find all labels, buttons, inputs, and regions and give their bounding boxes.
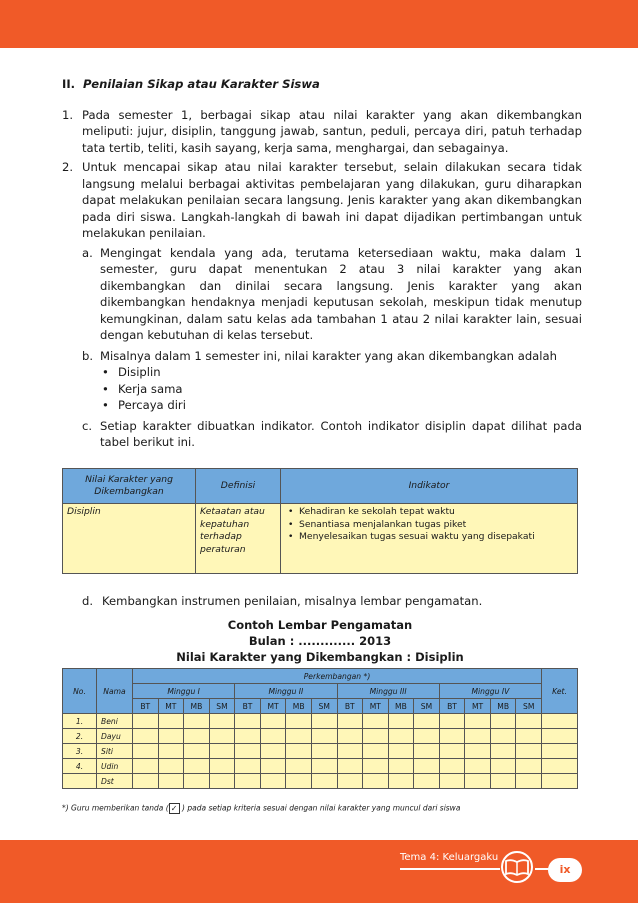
subitem-text: Kembangkan instrumen penilaian, misalnya lembar pengamatan.	[102, 594, 483, 608]
subitem-letter: d.	[82, 594, 94, 608]
row-number: 3.	[63, 744, 97, 759]
criteria-header: MT	[158, 699, 184, 714]
check-cell[interactable]	[363, 729, 389, 744]
main-content	[62, 76, 582, 451]
indicator-item: • Senantiasa menjalankan tugas piket	[299, 519, 573, 532]
footnote-prefix: *) Guru memberikan tanda (	[62, 803, 169, 813]
check-cell[interactable]	[414, 729, 440, 744]
table-row	[63, 774, 578, 789]
check-cell[interactable]	[311, 774, 337, 789]
footer-divider	[400, 868, 500, 870]
check-cell[interactable]	[490, 729, 516, 744]
subitem-b	[62, 348, 582, 365]
header-nilai: Nilai Karakter yang Dikembangkan	[63, 469, 196, 504]
check-cell[interactable]	[133, 774, 159, 789]
check-cell[interactable]	[209, 744, 235, 759]
paragraph-number: 2.	[62, 160, 74, 174]
check-cell[interactable]	[363, 744, 389, 759]
criteria-header: BT	[439, 699, 465, 714]
criteria-header: MB	[286, 699, 312, 714]
ket-cell[interactable]	[542, 729, 578, 744]
table-row	[63, 729, 578, 744]
book-icon	[496, 850, 538, 884]
check-cell[interactable]	[235, 729, 261, 744]
row-name: Dst	[97, 774, 133, 789]
subitem-text: Mengingat kendala yang ada, terutama ketersediaan waktu, maka dalam 1 semester, guru dapat menentukan 2 atau 3 nilai karakter yang akan dikembangkan dan dinilai secara langsung. Jenis karakter yang akan dikembangkan hendaknya menjadi keputusan sekolah, meskipun tidak menutup kemungkinan, dalam satu kelas ada tambahan 1 atau 2 nilai karakter lain, sesuai dengan kebutuhan di kelas tersebut.	[100, 245, 582, 342]
subitem-letter: b.	[82, 348, 94, 363]
check-cell[interactable]	[260, 714, 286, 729]
criteria-header: MT	[465, 699, 491, 714]
check-cell[interactable]	[465, 744, 491, 759]
check-cell[interactable]	[465, 759, 491, 774]
top-banner	[0, 0, 638, 48]
check-cell[interactable]	[158, 774, 184, 789]
paragraph-2	[62, 159, 582, 242]
week-header: Minggu III	[337, 684, 439, 699]
check-cell[interactable]	[158, 759, 184, 774]
ket-cell[interactable]	[542, 714, 578, 729]
indicator-table	[62, 468, 578, 574]
criteria-header: SM	[516, 699, 542, 714]
section-title	[62, 76, 582, 93]
check-cell[interactable]	[337, 714, 363, 729]
check-cell[interactable]	[363, 759, 389, 774]
bullet-item: • Percaya diri	[102, 398, 186, 412]
header-ket: Ket.	[542, 669, 578, 714]
check-cell[interactable]	[363, 774, 389, 789]
check-cell[interactable]	[158, 729, 184, 744]
criteria-header: SM	[209, 699, 235, 714]
table-row	[63, 759, 578, 774]
check-cell[interactable]	[311, 729, 337, 744]
check-cell[interactable]	[439, 714, 465, 729]
indicator-item: • Kehadiran ke sekolah tepat waktu	[299, 506, 573, 519]
header-no: No.	[63, 669, 97, 714]
checkmark-icon: ✓	[169, 803, 180, 814]
criteria-header-row	[63, 699, 578, 714]
criteria-header: MT	[260, 699, 286, 714]
check-cell[interactable]	[414, 759, 440, 774]
cell-indikator	[281, 504, 578, 574]
footnote	[62, 803, 460, 814]
criteria-header: SM	[311, 699, 337, 714]
bullet-item: • Disiplin	[102, 365, 161, 379]
bottom-banner	[0, 840, 638, 903]
check-cell[interactable]	[337, 759, 363, 774]
check-cell[interactable]	[414, 774, 440, 789]
check-cell[interactable]	[209, 774, 235, 789]
check-cell[interactable]	[260, 729, 286, 744]
week-header-row	[63, 684, 578, 699]
observation-title	[62, 617, 578, 665]
check-cell[interactable]	[414, 714, 440, 729]
check-cell[interactable]	[490, 759, 516, 774]
check-cell[interactable]	[516, 744, 542, 759]
ket-cell[interactable]	[542, 759, 578, 774]
subitem-d	[62, 594, 482, 608]
cell-definisi: Ketaatan atau kepatuhan terhadap peraturan	[196, 504, 281, 574]
header-perkembangan: Perkembangan *)	[133, 669, 542, 684]
check-cell[interactable]	[516, 729, 542, 744]
check-cell[interactable]	[235, 714, 261, 729]
check-cell[interactable]	[490, 774, 516, 789]
observation-title-1: Contoh Lembar Pengamatan	[227, 618, 413, 632]
check-cell[interactable]	[388, 744, 414, 759]
subitem-letter: c.	[82, 418, 93, 433]
check-cell[interactable]	[311, 714, 337, 729]
check-cell[interactable]	[490, 714, 516, 729]
week-header: Minggu IV	[439, 684, 541, 699]
subitem-text: Setiap karakter dibuatkan indikator. Contoh indikator disiplin dapat dilihat pada tabel berikut ini.	[100, 418, 582, 449]
header-nama: Nama	[97, 669, 133, 714]
check-cell[interactable]	[439, 744, 465, 759]
check-cell[interactable]	[133, 714, 159, 729]
header-indikator: Indikator	[281, 469, 578, 504]
check-cell[interactable]	[286, 774, 312, 789]
check-cell[interactable]	[363, 714, 389, 729]
check-cell[interactable]	[286, 759, 312, 774]
check-cell[interactable]	[286, 729, 312, 744]
criteria-header: BT	[337, 699, 363, 714]
check-cell[interactable]	[158, 714, 184, 729]
bullet-text: Disiplin	[118, 365, 161, 379]
check-cell[interactable]	[311, 759, 337, 774]
check-cell[interactable]	[260, 774, 286, 789]
section-number: II.	[62, 77, 76, 91]
check-cell[interactable]	[235, 744, 261, 759]
check-cell[interactable]	[516, 714, 542, 729]
check-cell[interactable]	[209, 714, 235, 729]
check-cell[interactable]	[439, 729, 465, 744]
section-title-text: Penilaian Sikap atau Karakter Siswa	[83, 77, 320, 91]
check-cell[interactable]	[209, 759, 235, 774]
check-cell[interactable]	[184, 759, 210, 774]
table-row	[63, 714, 578, 729]
criteria-header: MB	[388, 699, 414, 714]
check-cell[interactable]	[184, 729, 210, 744]
subitem-c	[62, 418, 582, 451]
check-cell[interactable]	[465, 729, 491, 744]
criteria-header: BT	[133, 699, 159, 714]
criteria-header: BT	[235, 699, 261, 714]
footnote-suffix: ) pada setiap kriteria sesuai dengan nilai karakter yang muncul dari siswa	[179, 803, 461, 813]
paragraph-text: Untuk mencapai sikap atau nilai karakter tersebut, selain dilakukan secara tidak langsung melalui berbagai aktivitas pembelajaran yang dilakukan, guru diharapkan dapat melakukan penilaian secara langsung. Jenis karakter yang akan dikembangkan pada diri siswa. Langkah-langkah di bawah ini dapat dijadikan pertimbangan untuk melakukan penilaian.	[82, 160, 582, 240]
cell-nilai: Disiplin	[63, 504, 196, 574]
check-cell[interactable]	[184, 774, 210, 789]
check-cell[interactable]	[414, 744, 440, 759]
check-cell[interactable]	[260, 744, 286, 759]
header-definisi: Definisi	[196, 469, 281, 504]
row-name: Dayu	[97, 729, 133, 744]
row-number: 4.	[63, 759, 97, 774]
check-cell[interactable]	[337, 774, 363, 789]
observation-title-2: Bulan : ............. 2013	[248, 634, 392, 648]
row-name: Udin	[97, 759, 133, 774]
week-header: Minggu II	[235, 684, 337, 699]
check-cell[interactable]	[439, 774, 465, 789]
check-cell[interactable]	[235, 774, 261, 789]
paragraph-text: Pada semester 1, berbagai sikap atau nilai karakter yang akan dikembangkan meliputi: jujur, disiplin, tanggung jawab, santun, peduli, percaya diri, patuh terhadap tata tertib, teliti, kasih sayang, kerja sama, menghargai, dan sebagainya.	[82, 107, 582, 155]
week-header: Minggu I	[133, 684, 235, 699]
check-cell[interactable]	[516, 774, 542, 789]
subitem-text: Misalnya dalam 1 semester ini, nilai karakter yang akan dikembangkan adalah	[100, 348, 557, 363]
bullet-item: • Kerja sama	[102, 381, 183, 396]
observation-title-3: Nilai Karakter yang Dikembangkan : Disiplin	[176, 650, 464, 664]
check-cell[interactable]	[209, 729, 235, 744]
check-cell[interactable]	[260, 759, 286, 774]
check-cell[interactable]	[439, 759, 465, 774]
check-cell[interactable]	[286, 714, 312, 729]
row-name: Beni	[97, 714, 133, 729]
check-cell[interactable]	[311, 744, 337, 759]
bullet-text: Percaya diri	[118, 398, 186, 412]
check-cell[interactable]	[286, 744, 312, 759]
check-cell[interactable]	[388, 714, 414, 729]
check-cell[interactable]	[490, 744, 516, 759]
paragraph-number: 1.	[62, 107, 74, 122]
check-cell[interactable]	[133, 729, 159, 744]
criteria-header: MB	[184, 699, 210, 714]
bullet-text: Kerja sama	[118, 381, 183, 396]
observation-body	[63, 714, 578, 789]
subitem-letter: a.	[82, 245, 93, 260]
check-cell[interactable]	[235, 759, 261, 774]
row-name: Siti	[97, 744, 133, 759]
page-number: ix	[548, 858, 582, 882]
check-cell[interactable]	[465, 774, 491, 789]
row-number: 2.	[63, 729, 97, 744]
check-cell[interactable]	[133, 744, 159, 759]
criteria-header: MB	[490, 699, 516, 714]
ket-cell[interactable]	[542, 774, 578, 789]
check-cell[interactable]	[184, 714, 210, 729]
check-cell[interactable]	[337, 744, 363, 759]
indicator-item: • Menyelesaikan tugas sesuai waktu yang disepakati	[299, 531, 573, 544]
check-cell[interactable]	[337, 729, 363, 744]
row-number	[63, 774, 97, 789]
check-cell[interactable]	[388, 774, 414, 789]
check-cell[interactable]	[133, 759, 159, 774]
check-cell[interactable]	[184, 744, 210, 759]
ket-cell[interactable]	[542, 744, 578, 759]
footer-theme: Tema 4: Keluargaku	[400, 852, 499, 863]
check-cell[interactable]	[158, 744, 184, 759]
observation-table	[62, 668, 578, 789]
row-number: 1.	[63, 714, 97, 729]
paragraph-1	[62, 107, 582, 157]
check-cell[interactable]	[465, 714, 491, 729]
table-row	[63, 744, 578, 759]
criteria-header: MT	[363, 699, 389, 714]
criteria-header: SM	[414, 699, 440, 714]
check-cell[interactable]	[388, 729, 414, 744]
check-cell[interactable]	[516, 759, 542, 774]
check-cell[interactable]	[388, 759, 414, 774]
subitem-a	[62, 245, 582, 344]
